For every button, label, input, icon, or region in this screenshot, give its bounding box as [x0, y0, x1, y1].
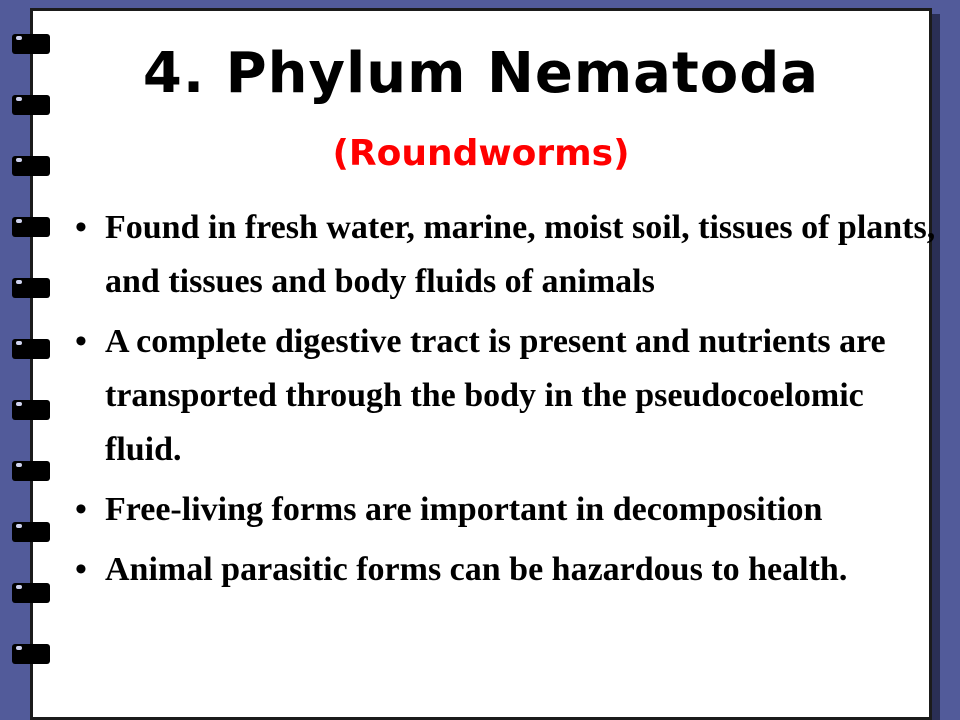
slide-title: 4. Phylum Nematoda: [142, 41, 820, 106]
bullet-text: Animal parasitic forms can be hazardous to health.: [105, 551, 848, 588]
binder-ring-icon: [12, 400, 50, 422]
binder-ring-icon: [12, 278, 50, 300]
bullet-text: A complete digestive tract is present and nutrients are transported through the body in the pseudocoelomic fluid.: [105, 323, 886, 468]
bullet-item: [63, 543, 943, 597]
bullet-dot-icon: •: [75, 323, 87, 360]
binder-ring-icon: [12, 156, 50, 178]
slide-subtitle: (Roundworms): [332, 133, 630, 174]
binder-ring-icon: [12, 583, 50, 605]
binder-rings: [12, 34, 52, 694]
bullet-item: [63, 315, 943, 477]
bullet-item: [63, 483, 943, 537]
bullet-text: Found in fresh water, marine, moist soil, tissues of plants, and tissues and body fluids of animals: [105, 209, 936, 300]
bullet-list: [63, 201, 943, 603]
bullet-dot-icon: •: [75, 551, 87, 588]
binder-ring-icon: [12, 95, 50, 117]
binder-ring-icon: [12, 34, 50, 56]
bullet-dot-icon: •: [75, 491, 87, 528]
bullet-text: Free-living forms are important in decomposition: [105, 491, 823, 528]
binder-ring-icon: [12, 217, 50, 239]
bullet-dot-icon: •: [75, 209, 87, 246]
notebook-paper: [30, 8, 936, 720]
binder-ring-icon: [12, 339, 50, 361]
binder-ring-icon: [12, 644, 50, 666]
bullet-item: [63, 201, 943, 309]
binder-ring-icon: [12, 461, 50, 483]
binder-ring-icon: [12, 522, 50, 544]
